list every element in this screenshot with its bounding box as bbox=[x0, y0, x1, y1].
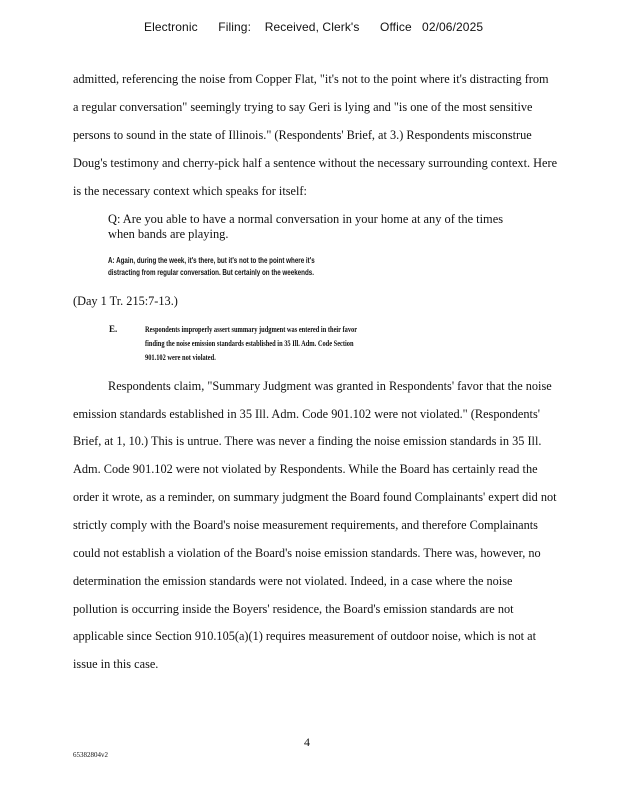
body-line: emission standards established in 35 Ill. Adm. Code 901.102 were not violated." (Respondents' bbox=[73, 407, 540, 421]
body-line: a regular conversation" seemingly trying to say Geri is lying and "is one of the most sensitive bbox=[73, 100, 533, 114]
body-line: order it wrote, as a reminder, on summary judgment the Board found Complainants' expert did not bbox=[73, 490, 557, 504]
body-line: Respondents claim, "Summary Judgment was granted in Respondents' favor that the noise bbox=[108, 379, 552, 393]
body-line: persons to sound in the state of Illinois." (Respondents' Brief, at 3.) Respondents misconstrue bbox=[73, 128, 532, 142]
quote-answer-line: A: Again, during the week, it's there, but it's not to the point where it's bbox=[108, 256, 315, 265]
body-line: admitted, referencing the noise from Copper Flat, "it's not to the point where it's distracting from bbox=[73, 72, 549, 86]
body-line: Brief, at 1, 10.) This is untrue. There was never a finding the noise emission standards in 35 Ill. bbox=[73, 434, 542, 448]
quote-answer-line: distracting from regular conversation. But certainly on the weekends. bbox=[108, 268, 314, 277]
transcript-citation: (Day 1 Tr. 215:7-13.) bbox=[73, 294, 178, 308]
body-line: determination the emission standards were not violated. Indeed, in a case where the noise bbox=[73, 574, 513, 588]
filing-stamp-header: Electronic Filing: Received, Clerk's Office 02/06/2025 bbox=[144, 20, 484, 34]
body-line: pollution is occurring inside the Boyers' residence, the Board's emission standards are not bbox=[73, 602, 514, 616]
body-line: Doug's testimony and cherry-pick half a sentence without the necessary surrounding context. Here bbox=[73, 156, 558, 170]
section-heading-line: 901.102 were not violated. bbox=[145, 353, 216, 362]
section-number: E. bbox=[109, 324, 118, 334]
document-id: 65382804v2 bbox=[73, 751, 108, 759]
page-number: 4 bbox=[304, 735, 310, 749]
body-line: Adm. Code 901.102 were not violated by Respondents. While the Board has certainly read the bbox=[73, 462, 538, 476]
quote-question-line: Q: Are you able to have a normal conversation in your home at any of the times bbox=[108, 212, 504, 226]
section-heading-line: Respondents improperly assert summary judgment was entered in their favor bbox=[145, 325, 358, 334]
body-line: applicable since Section 910.105(a)(1) requires measurement of outdoor noise, which is not at bbox=[73, 629, 537, 643]
body-line: issue in this case. bbox=[73, 657, 159, 671]
body-line: strictly comply with the Board's noise measurement requirements, and therefore Complainants bbox=[73, 518, 538, 532]
body-line: could not establish a violation of the Board's noise emission standards. There was, however, no bbox=[73, 546, 541, 560]
section-heading-line: finding the noise emission standards established in 35 Ill. Adm. Code Section bbox=[145, 339, 354, 348]
body-line: is the necessary context which speaks for itself: bbox=[73, 184, 307, 198]
quote-question-line: when bands are playing. bbox=[108, 227, 229, 241]
